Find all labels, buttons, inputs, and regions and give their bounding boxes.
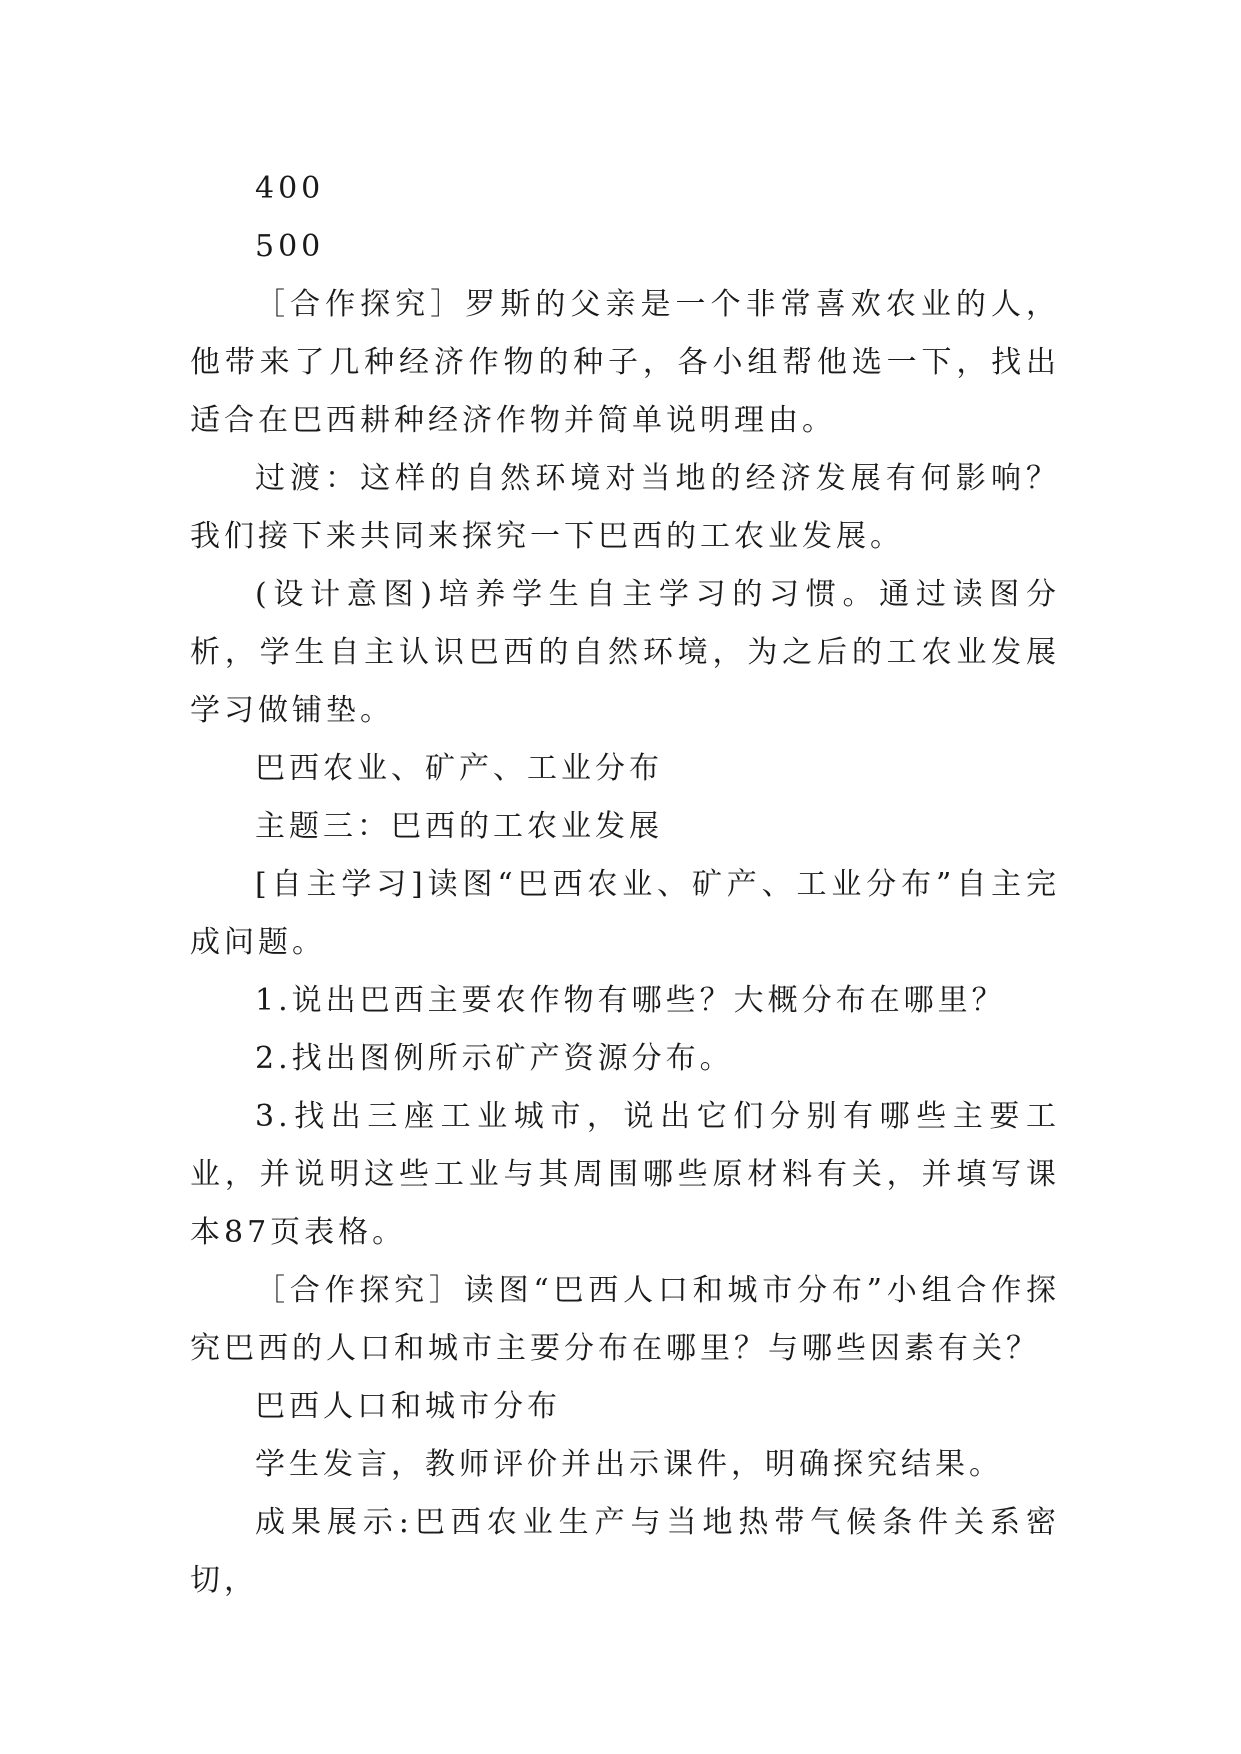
paragraph-map-caption-population: 巴西人口和城市分布 <box>255 1389 561 1424</box>
paragraph-question-2: 2.找出图例所示矿产资源分布。 <box>255 1041 734 1076</box>
paragraph-design-intent: (设计意图)培养学生自主学习的习惯。通过读图分析，学生自主认识巴西的自然环境，为之后的工农业发展学习做铺垫。 <box>190 577 1060 728</box>
paragraph-transition: 过渡：这样的自然环境对当地的经济发展有何影响？我们接下来共同来探究一下巴西的工农业发展。 <box>190 461 1060 554</box>
paragraph-question-1: 1.说出巴西主要农作物有哪些？大概分布在哪里？ <box>255 983 1006 1018</box>
paragraph-results-display: 成果展示:巴西农业生产与当地热带气候条件关系密切， <box>190 1505 1060 1598</box>
paragraph-question-3: 3.找出三座工业城市，说出它们分别有哪些主要工业，并说明这些工业与其周围哪些原材料有关，并填写课本87页表格。 <box>190 1099 1060 1250</box>
paragraph-student-presentation: 学生发言，教师评价并出示课件，明确探究结果。 <box>255 1447 1003 1482</box>
paragraph-number-400: 400 <box>255 171 325 206</box>
paragraph-topic-three-heading: 主题三：巴西的工农业发展 <box>255 809 663 844</box>
paragraph-self-study: [自主学习]读图“巴西农业、矿产、工业分布”自主完成问题。 <box>190 867 1060 960</box>
paragraph-number-500: 500 <box>255 229 325 264</box>
paragraph-map-caption-distribution: 巴西农业、矿产、工业分布 <box>255 751 663 786</box>
paragraph-cooperative-inquiry-population: ［合作探究］读图“巴西人口和城市分布”小组合作探究巴西的人口和城市主要分布在哪里？与哪些因素有关？ <box>190 1273 1060 1366</box>
document-body <box>190 160 1060 1610</box>
paragraph-cooperative-inquiry-crops: ［合作探究］罗斯的父亲是一个非常喜欢农业的人，他带来了几种经济作物的种子，各小组帮他选一下，找出适合在巴西耕种经济作物并简单说明理由。 <box>190 287 1060 438</box>
